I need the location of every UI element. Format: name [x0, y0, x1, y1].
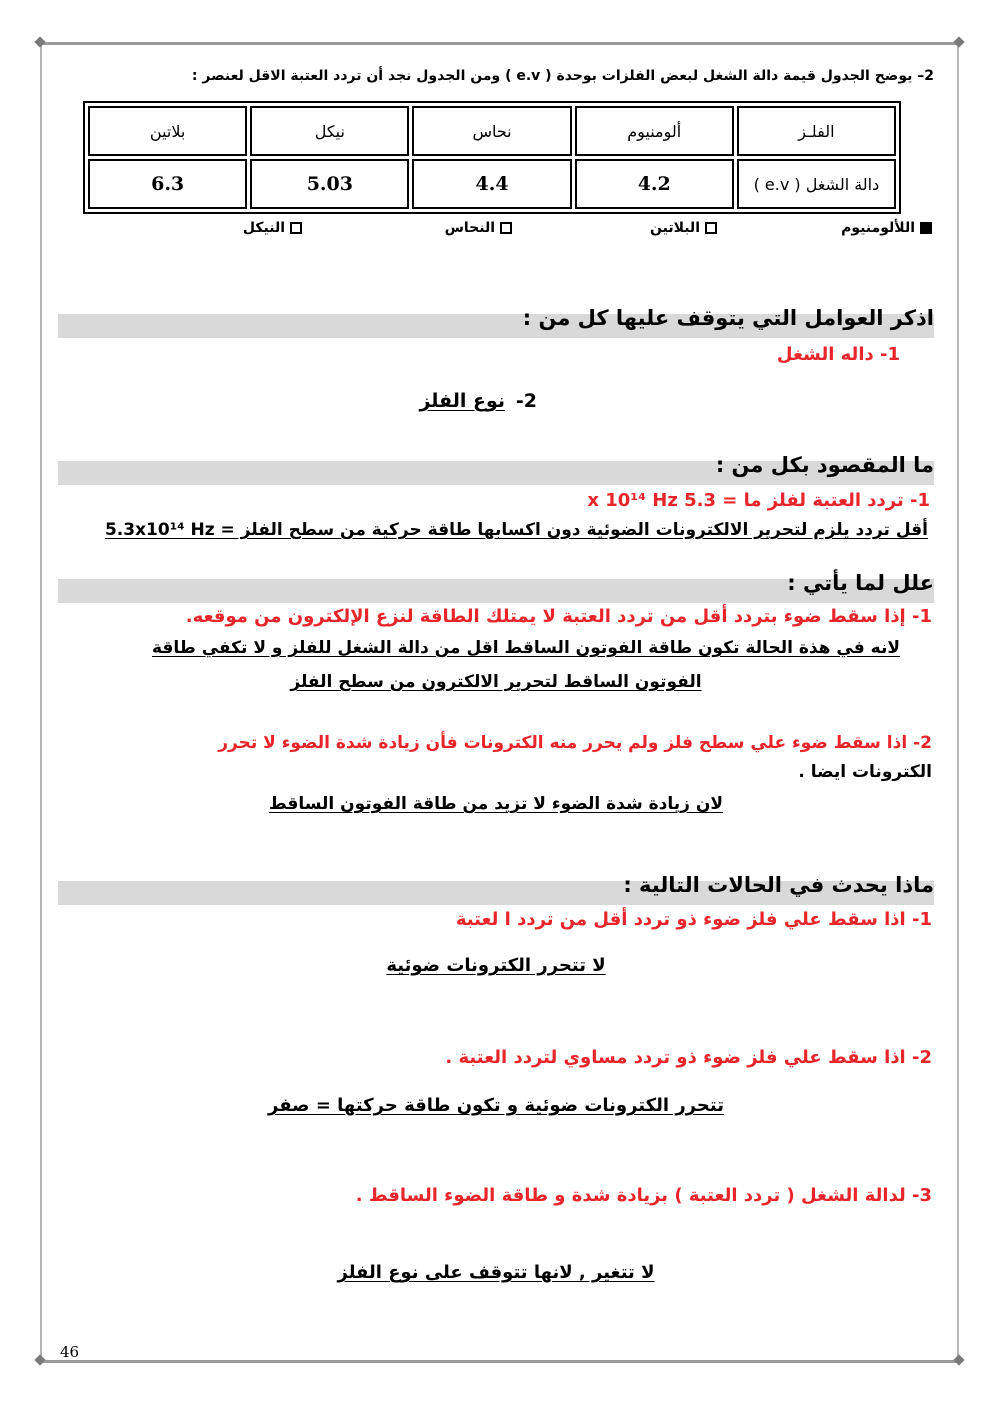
section-header-definitions	[58, 453, 934, 485]
section-header-explain	[58, 571, 934, 603]
factors-item-2-answer: نوع الفلز	[419, 390, 505, 412]
explain-answer-1-line-2: الفوتون الساقط لتحرير الالكترون من سطح الفلز	[290, 672, 702, 692]
table-cell: الفلـز	[737, 106, 896, 156]
checkbox-icon[interactable]	[500, 222, 512, 234]
table-cell: 6.3	[88, 159, 247, 209]
case-item-3: 3- لدالة الشغل ( تردد العتبة ) بزيادة شدة و طاقة الضوء الساقط .	[355, 1185, 932, 1206]
case-item-2: 2- اذا سقط علي فلز ضوء ذو تردد مساوي لتردد العتبة .	[445, 1047, 932, 1068]
explain-answer-1-line-1: لانه في هذة الحالة تكون طاقة الفوتون الساقط اقل من دالة الشغل للفلز و لا تكفي طاقة	[151, 638, 900, 658]
table-cell: دالة الشغل ( e.v )	[737, 159, 896, 209]
option-label: البلاتين	[650, 220, 700, 236]
section-title: اذكر العوامل التي يتوقف عليها كل من :	[522, 306, 934, 330]
section-title: علل لما يأتي :	[787, 571, 934, 595]
table-cell: 5.03	[250, 159, 409, 209]
definition-answer: أقل تردد يلزم لتحرير الالكترونات الضوئية دون اكسابها طاقة حركية من سطح الفلز = 5.3x10¹⁴ Hz	[104, 520, 928, 540]
factors-item-1: 1- داله الشغل	[776, 344, 900, 365]
section-header-what-happens	[58, 873, 934, 905]
explain-item-2-line-2: الكترونات ايضا .	[798, 762, 932, 782]
option-label: النحاس	[444, 220, 495, 236]
table-cell: ألومنيوم	[575, 106, 734, 156]
table-cell: 4.4	[412, 159, 571, 209]
page-border-bottom	[40, 1360, 959, 1363]
table-cell: بلاتين	[88, 106, 247, 156]
table-cell: 4.2	[575, 159, 734, 209]
section-title: ماذا يحدث في الحالات التالية :	[623, 873, 934, 897]
border-corner-ornament	[34, 36, 45, 47]
definition-item-1: 1- تردد العتبة لفلز ما = 5.3 x 10¹⁴ Hz	[587, 490, 930, 511]
border-corner-ornament	[34, 1354, 45, 1365]
page-border-right	[957, 42, 959, 1363]
section-header-factors	[58, 306, 934, 338]
checkbox-checked-icon[interactable]	[920, 222, 932, 234]
page-border-left	[40, 42, 42, 1363]
checkbox-icon[interactable]	[705, 222, 717, 234]
work-function-table	[83, 101, 901, 214]
table-cell: نحاس	[412, 106, 571, 156]
section-title: ما المقصود بكل من :	[715, 453, 934, 477]
explain-answer-2: لان زيادة شدة الضوء لا تزيد من طاقة الفوتون الساقط	[269, 794, 723, 814]
case-answer-2: تتحرر الكترونات ضوئية و تكون طاقة حركتها = صفر	[268, 1095, 724, 1116]
page-border-top	[40, 42, 959, 45]
explain-item-1: 1- إذا سقط ضوء بتردد أقل من تردد العتبة لا يمتلك الطاقة لنزع الإلكترون من موقعه.	[185, 606, 932, 627]
option-platinum[interactable]	[650, 220, 717, 236]
case-answer-3: لا تتغير , لانها تتوقف على نوع الفلز	[337, 1262, 655, 1283]
question-2-text: 2– يوضح الجدول قيمة دالة الشغل لبعض الفلزات بوحدة ( e.v ) ومن الجدول نجد أن تردد العتبة الاقل لعنصر :	[191, 68, 934, 84]
case-item-1: 1- اذا سقط علي فلز ضوء ذو تردد أقل من تردد ا لعتبة	[455, 909, 932, 930]
option-label: اللألومنيوم	[841, 220, 915, 236]
table-row	[88, 159, 896, 209]
border-corner-ornament	[953, 36, 964, 47]
checkbox-icon[interactable]	[290, 222, 302, 234]
page-number: 46	[60, 1343, 80, 1361]
border-corner-ornament	[953, 1354, 964, 1365]
table-cell: نيكل	[250, 106, 409, 156]
option-label: النيكل	[242, 220, 285, 236]
option-aluminium[interactable]	[841, 220, 932, 236]
explain-item-2-line-1: 2- اذا سقط ضوء علي سطح فلز ولم يحرر منه الكترونات فأن زيادة شدة الضوء لا تحرر	[218, 733, 932, 753]
table-row	[88, 106, 896, 156]
option-nickel[interactable]	[243, 220, 302, 236]
option-copper[interactable]	[445, 220, 512, 236]
answer-options	[100, 220, 932, 244]
factors-item-2-number: 2-	[515, 390, 537, 412]
case-answer-1: لا تتحرر الكترونات ضوئية	[386, 955, 606, 976]
